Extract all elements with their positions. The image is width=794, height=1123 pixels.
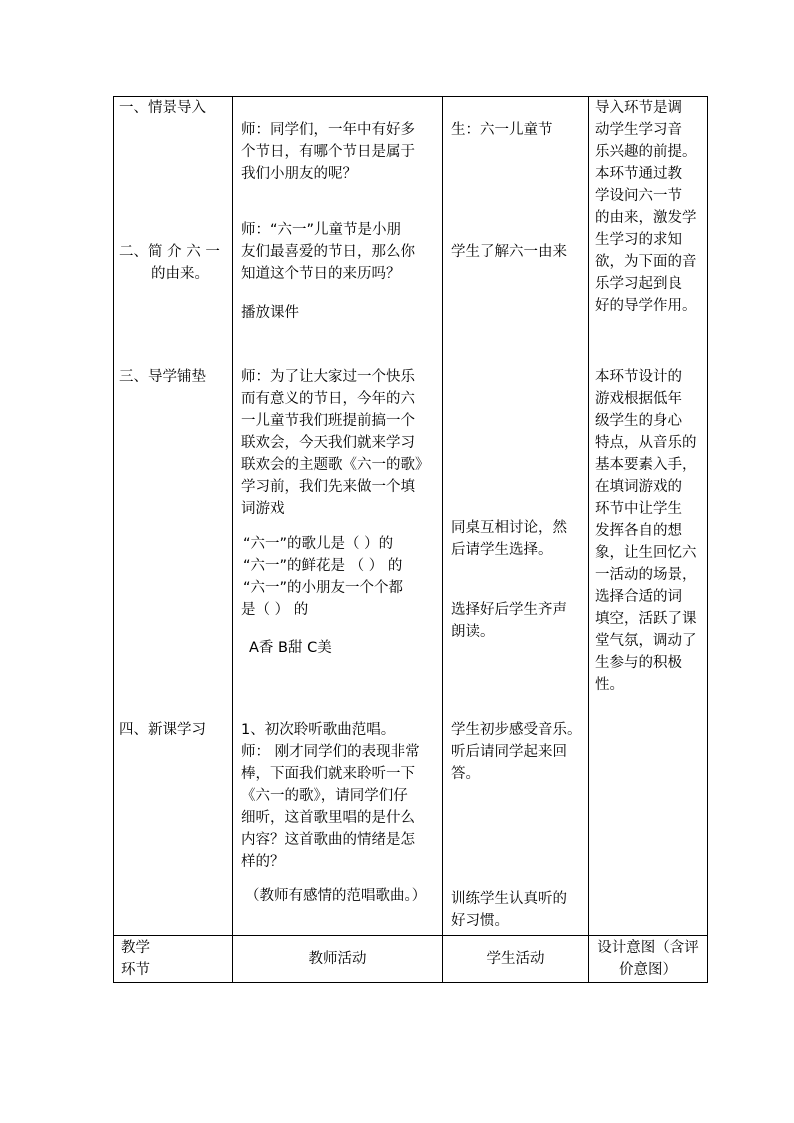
text-line: 师：同学们，一年中有好多 [241,122,415,138]
step-4-label: 四、新课学习 [119,722,206,738]
header-step-line2: 环节 [121,962,150,978]
text-line: 1、初次聆听歌曲范唱。 [241,722,396,738]
header-row-divider [113,935,708,936]
text-line: 发挥各自的想 [595,523,682,539]
column-divider-3 [588,96,589,983]
header-intent-line1: 设计意图（含评 [597,940,699,956]
teacher-paragraph-6: （教师有感情的范唱歌曲。） [245,888,427,904]
text-line: 《六一的歌》，请同学们仔 [241,788,408,804]
header-intent-line2: 价意图） [619,962,677,978]
text-line: 学设问六一节 [595,188,682,204]
step-1-label: 一、情景导入 [119,100,206,116]
text-line: 一儿童节我们班提前搞一个 [241,413,415,429]
text-line: 我们小朋友的呢？ [241,166,357,182]
text-line: 师： 刚才同学们的表现非常 [241,744,420,760]
text-line: 象，让生回忆六 [595,545,697,561]
header-teacher-activity: 教师活动 [308,951,367,967]
text-line: 训练学生认真听的 [451,891,567,907]
text-line: 朗读。 [451,624,495,640]
text-line: 环节中让学生 [595,501,682,517]
teacher-paragraph-3: 播放课件 [241,305,299,321]
text-line: 动学生学习音 [595,122,682,138]
text-line: 本环节通过教 [595,166,682,182]
text-line: 特点，从音乐的 [595,435,697,451]
text-line: 选择好后学生齐声 [451,602,567,618]
answer-options: A香 B甜 C美 [249,640,332,656]
text-line: 联欢会，今天我们就来学习 [241,435,415,451]
step-2-label-line2: 的由来。 [151,266,209,282]
text-line: 联欢会的主题歌《六一的歌》 [241,457,430,473]
text-line: 师：为了让大家过一个快乐 [241,369,415,385]
text-line: 学习前，我们先来做一个填 [241,479,415,495]
text-line: 级学生的身心 [595,413,682,429]
header-step-line1: 教学 [121,940,150,956]
student-activity-2: 学生了解六一由来 [451,244,567,260]
text-line: 好习惯。 [451,913,509,929]
text-line: 性。 [595,677,624,693]
text-line: 学生初步感受音乐。 [451,722,582,738]
text-line: 友们最喜爱的节日，那么你 [241,244,415,260]
text-line: 个节日，有哪个节日是属于 [241,144,415,160]
text-line: 后请学生选择。 [451,542,553,558]
header-student-activity: 学生活动 [486,951,545,967]
column-divider-1 [232,96,233,983]
text-line: 词游戏 [241,501,285,517]
text-line: 一活动的场景， [595,567,697,583]
text-line: 同桌互相讨论，然 [451,520,567,536]
text-line: 导入环节是调 [595,100,682,116]
text-line: 填空，活跃了课 [595,611,697,627]
text-line: 本环节设计的 [595,369,682,385]
step-2-label-line1: 二、简 介 六 一 [119,244,220,260]
text-line: 乐学习起到良 [595,276,682,292]
table-border-bottom [113,982,708,983]
fill-line: “六一”的鲜花是 （ ） 的 [243,558,403,574]
column-divider-2 [442,96,443,983]
text-line: 欲，为下面的音 [595,254,697,270]
table-border-left [113,96,114,983]
fill-line: “六一”的歌儿是（ ）的 [243,536,394,552]
step-3-label: 三、导学铺垫 [119,369,206,385]
fill-line: “六一”的小朋友一个个都 [243,580,404,596]
text-line: 细听，这首歌里唱的是什么 [241,810,415,826]
lesson-plan-table [113,96,708,983]
text-line: 选择合适的词 [595,589,682,605]
text-line: 听后请同学起来回 [451,744,567,760]
text-line: 棒，下面我们就来聆听一下 [241,766,415,782]
text-line: 内容？这首歌曲的情绪是怎 [241,832,415,848]
text-line: 样的？ [241,854,285,870]
text-line: 在填词游戏的 [595,479,682,495]
text-line: 游戏根据低年 [595,391,682,407]
text-line: 生学习的求知 [595,232,682,248]
text-line: 答。 [451,766,480,782]
text-line: 乐兴趣的前提。 [595,144,697,160]
text-line: 师：“六一”儿童节是小朋 [241,222,402,238]
fill-line: 是（ ） 的 [241,602,309,618]
text-line: 的由来，激发学 [595,210,697,226]
table-border-right [707,96,708,983]
student-activity-1: 生：六一儿童节 [451,122,553,138]
text-line: 而有意义的节日，今年的六 [241,391,415,407]
text-line: 好的导学作用。 [595,298,697,314]
text-line: 堂气氛，调动了 [595,633,697,649]
text-line: 知道这个节日的来历吗？ [241,266,401,282]
text-line: 生参与的积极 [595,655,682,671]
text-line: 基本要素入手， [595,457,697,473]
